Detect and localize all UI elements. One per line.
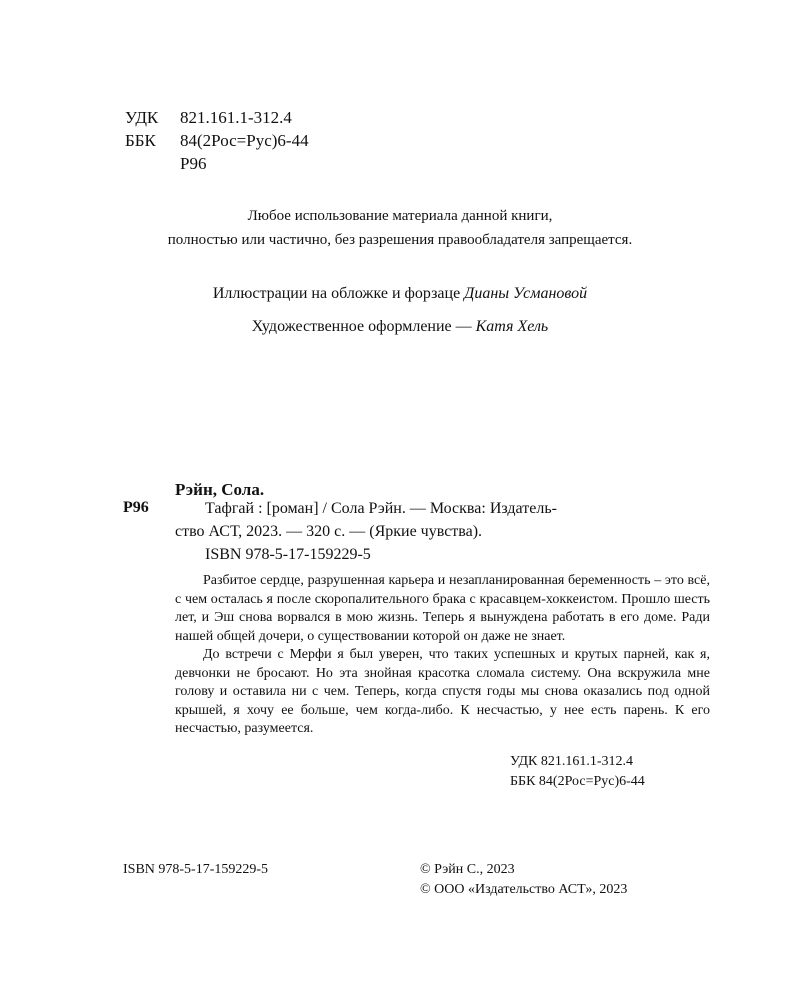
copyright-publisher: © ООО «Издательство АСТ», 2023 <box>420 882 628 897</box>
rights-notice-line-2: полностью или частично, без разрешения правообладателя запрещается. <box>167 232 633 248</box>
illustrations-credit <box>0 285 800 303</box>
card-title-line-1: Тафгай : [роман] / Сола Рэйн. — Москва: Издатель- <box>205 500 557 517</box>
design-credit-label: Художественное оформление — <box>251 318 476 335</box>
card-isbn: ISBN 978-5-17-159229-5 <box>205 546 371 563</box>
card-bbk: ББК 84(2Рос=Рус)6-44 <box>510 774 645 789</box>
copyright-author: © Рэйн С., 2023 <box>420 862 515 877</box>
card-udk: УДК 821.161.1-312.4 <box>510 754 634 769</box>
designer-name: Катя Хель <box>475 318 549 335</box>
illustrator-name: Дианы Усмановой <box>464 285 588 302</box>
rights-notice-line-1: Любое использование материала данной книги, <box>247 208 553 224</box>
udk-label: УДК <box>125 108 159 127</box>
annotation-paragraph-1: Разбитое сердце, разрушенная карьера и незапланированная беременность – это всё, с чем осталась я после скоропалительного брака с красавцем-хоккеистом. Прошло шесть лет, и Эш снова ворвался в мою жизнь. Теперь я вынуждена работать в его доме. Ради нашей общей дочери, о существовании которой он даже не знает. <box>175 573 710 644</box>
card-author-mark: Р96 <box>123 499 149 516</box>
bbk-label: ББК <box>125 131 156 150</box>
card-author: Рэйн, Сола. <box>175 480 265 499</box>
author-mark-top: Р96 <box>180 154 207 173</box>
card-title-line-2: ство АСТ, 2023. — 320 с. — (Яркие чувства). <box>175 523 483 540</box>
footer-isbn: ISBN 978-5-17-159229-5 <box>123 862 269 877</box>
annotation-paragraph-2: До встречи с Мерфи я был уверен, что таких успешных и крутых парней, как я, девчонки не бросают. Но эта знойная красотка сломала систему. Она вскружила мне голову и оставила ни с чем. Теперь, когда спустя годы мы снова оказались под одной крышей, я хочу ее больше, чем когда-либо. К несчастью, у нее есть парень. К его несчастью, разумеется. <box>175 647 710 736</box>
design-credit <box>0 318 800 336</box>
illustrations-credit-label: Иллюстрации на обложке и форзаце <box>212 285 465 302</box>
udk-value: 821.161.1-312.4 <box>180 108 292 127</box>
card-annotation <box>175 572 710 739</box>
bbk-value: 84(2Рос=Рус)6-44 <box>180 131 309 150</box>
